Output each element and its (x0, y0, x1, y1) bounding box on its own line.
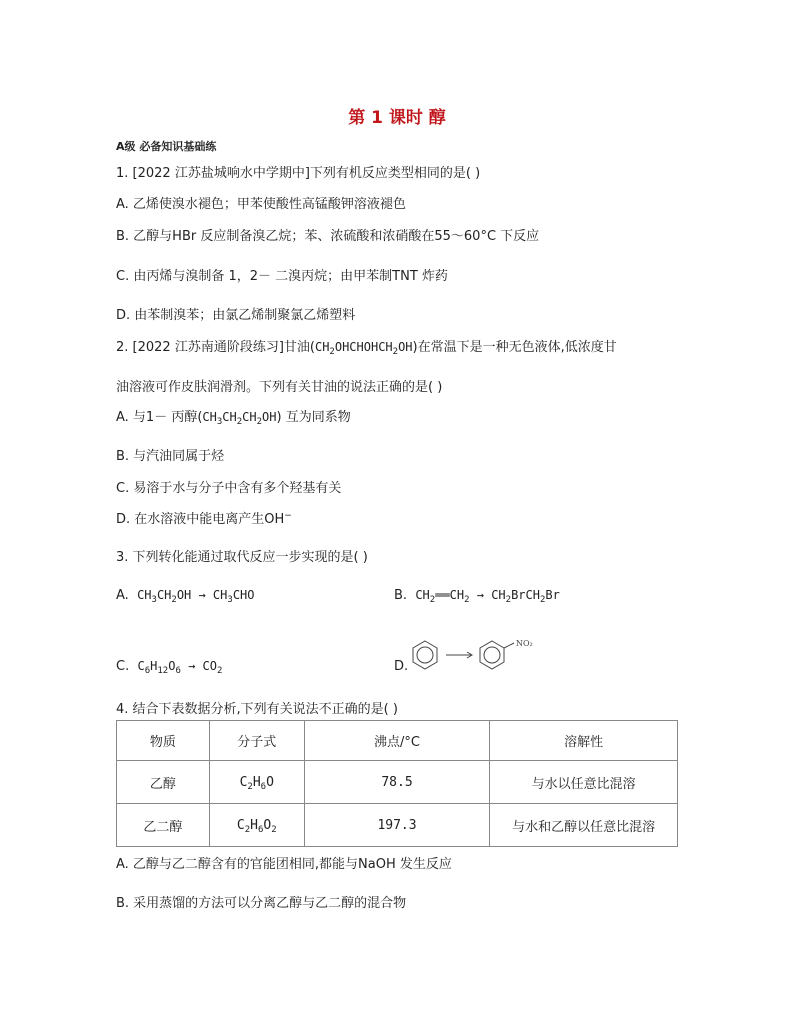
table-cell-formula: $C_2H_6O$ (209, 761, 304, 804)
table-cell-bp: 197.3 (304, 804, 490, 847)
q3-stem: 3. 下列转化能通过取代反应一步实现的是( ) (116, 550, 368, 565)
reaction-b: $CH_2══CH_2$ → $CH_2BrCH_2Br$ (415, 588, 560, 605)
table-cell-bp: 78.5 (304, 761, 490, 804)
glycerol-formula: $CH_2OHCHOHCH_2OH$ (314, 340, 413, 357)
nitro-group-label: NO₂ (516, 639, 533, 648)
q4-option-b: B. 采用蒸馏的方法可以分离乙醇与乙二醇的混合物 (116, 896, 407, 911)
q3-option-c: C. $C_6H_{12}O_6 \to CO_2$ (116, 659, 223, 676)
q3-option-b: B. $CH_2══CH_2$ → $CH_2BrCH_2Br$ (394, 588, 560, 605)
benzene-nitration-diagram (410, 635, 560, 677)
table-row (117, 761, 678, 804)
q2-option-c: C. 易溶于水与分子中含有多个羟基有关 (116, 481, 342, 496)
q2-option-d: D. 在水溶液中能电离产生OH− (116, 511, 292, 527)
table-row (117, 804, 678, 847)
table-header-row (117, 721, 678, 761)
section-level: A级 必备知识基础练 (116, 140, 217, 153)
q1-option-d: D. 由苯制溴苯；由氯乙烯制聚氯乙烯塑料 (116, 308, 356, 323)
data-table (116, 720, 678, 847)
table-cell-formula: $C_2H_6O_2$ (209, 804, 304, 847)
q4-option-a: A. 乙醇与乙二醇含有的官能团相同,都能与NaOH 发生反应 (116, 857, 452, 872)
table-cell-solubility: 与水以任意比混溶 (490, 761, 678, 804)
q2-stem-line1 (116, 336, 617, 355)
q1-stem: 1. [2022 江苏盐城响水中学期中]下列有机反应类型相同的是( ) (116, 166, 481, 181)
page-title: 第 1 课时 醇 (348, 108, 446, 128)
q2-option-a-pre: A. 与1－ 丙醇( (116, 410, 203, 425)
q3-option-a: A. $CH_3CH_2OH \to CH_3CHO$ (116, 588, 255, 605)
table-header: 沸点/°C (304, 721, 490, 761)
table-cell-substance: 乙醇 (117, 761, 210, 804)
q1-option-c: C. 由丙烯与溴制备 1，2－ 二溴丙烷；由甲苯制TNT 炸药 (116, 269, 448, 284)
q2-stem-line2: 油溶液可作皮肤润滑剂。下列有关甘油的说法正确的是( ) (116, 380, 443, 395)
q2-option-a-post: ) 互为同系物 (276, 410, 351, 425)
q2-stem-post: )在常温下是一种无色液体,低浓度甘 (412, 340, 617, 355)
q2-option-d-text: D. 在水溶液中能电离产生OH (116, 512, 285, 527)
q4-stem: 4. 结合下表数据分析,下列有关说法不正确的是( ) (116, 702, 398, 717)
table-header: 分子式 (209, 721, 304, 761)
table-header: 溶解性 (490, 721, 678, 761)
reaction-a: $CH_3CH_2OH \to CH_3CHO$ (137, 588, 255, 605)
reaction-c: $C_6H_{12}O_6 \to CO_2$ (137, 659, 223, 676)
propanol-formula: $CH_3CH_2CH_2OH$ (202, 410, 277, 427)
q1-option-b: B. 乙醇与HBr 反应制备溴乙烷；苯、浓硫酸和浓硝酸在55～60°C 下反应 (116, 229, 540, 244)
table-cell-solubility: 与水和乙醇以任意比混溶 (490, 804, 678, 847)
q2-option-a (116, 406, 351, 425)
q1-option-a: A. 乙烯使溴水褪色；甲苯使酸性高锰酸钾溶液褪色 (116, 197, 406, 212)
q3-option-d-label: D. (394, 659, 409, 674)
table-cell-substance: 乙二醇 (117, 804, 210, 847)
table-header: 物质 (117, 721, 210, 761)
q2-stem-pre: 2. [2022 江苏南通阶段练习]甘油( (116, 340, 315, 355)
q2-option-b: B. 与汽油同属于烃 (116, 449, 225, 464)
